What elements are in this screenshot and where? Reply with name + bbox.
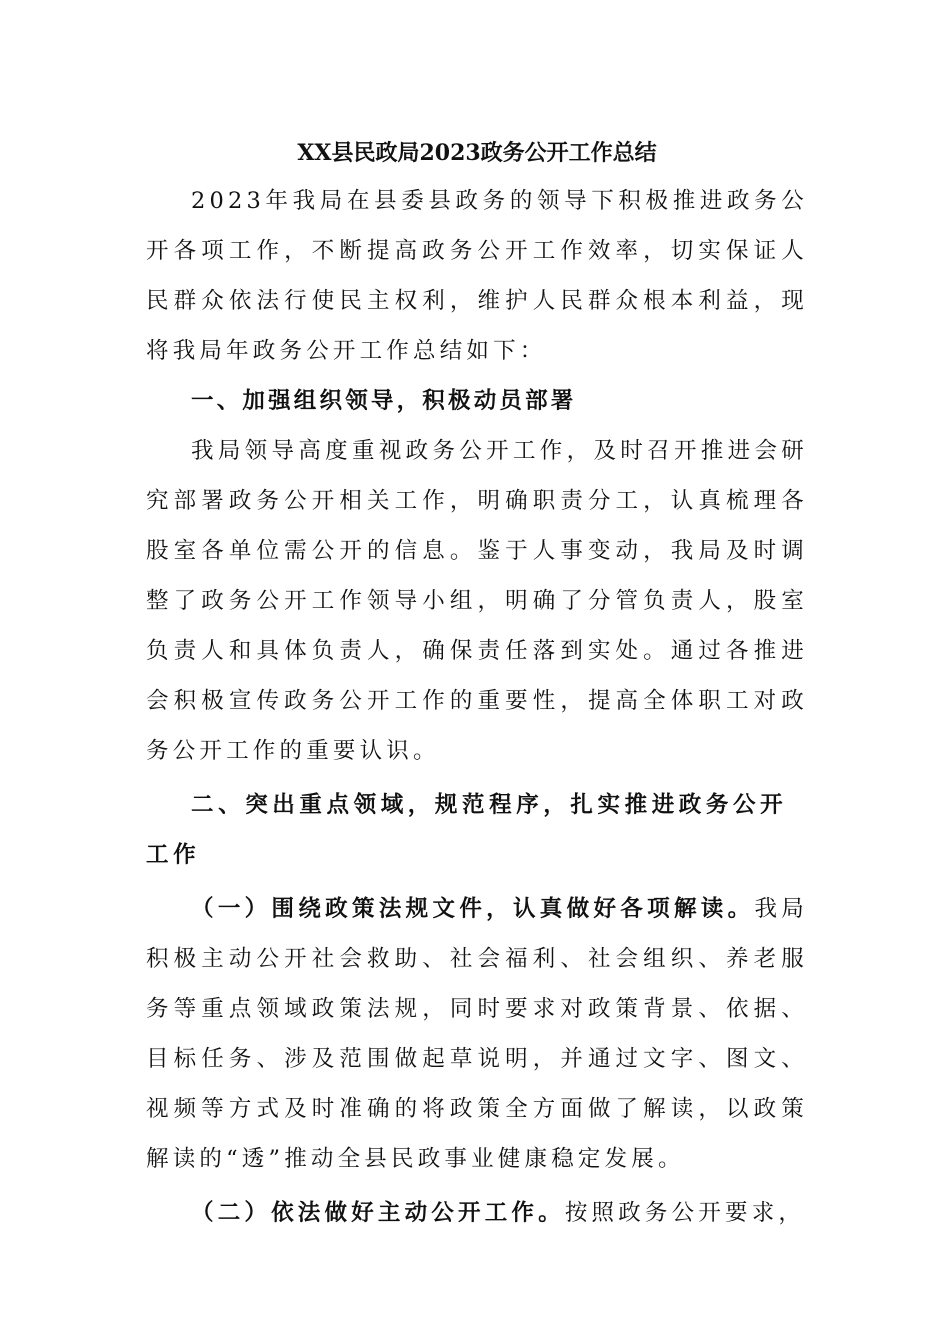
subsection-2-lead: （二）依法做好主动公开工作。 bbox=[191, 1200, 565, 1226]
section-2-heading: 二、突出重点领域，规范程序，扎实推进政务公开工作 bbox=[146, 792, 788, 868]
section-1-heading: 一、加强组织领导，积极动员部署 bbox=[191, 388, 577, 414]
subsection-2-body: 按照政务公开要求， bbox=[564, 1200, 806, 1226]
subsection-1-body: 我局积极主动公开社会救助、社会福利、社会组织、养老服务等重点领域政策法规，同时要求对政策背景、依据、目标任务、涉及范围做起草说明，并通过文字、图文、视频等方式及时准确的将政策全方面做了解读，以政策解读的“透”推动全县民政事业健康稳定发展。 bbox=[146, 896, 809, 1172]
subsection-1-paragraph bbox=[146, 884, 808, 1184]
document-title: XX县民政局2023政务公开工作总结 bbox=[297, 140, 657, 166]
subsection-1-lead: （一）围绕政策法规文件，认真做好各项解读。 bbox=[191, 896, 755, 922]
subsection-2-paragraph bbox=[146, 1188, 808, 1238]
intro-paragraph: 2023年我局在县委县政务的领导下积极推进政务公开各项工作，不断提高政务公开工作效率，切实保证人民群众依法行使民主权利，维护人民群众根本利益，现将我局年政务公开工作总结如下： bbox=[146, 188, 808, 364]
section-1-paragraph: 我局领导高度重视政务公开工作，及时召开推进会研究部署政务公开相关工作，明确职责分工，认真梳理各股室各单位需公开的信息。鉴于人事变动，我局及时调整了政务公开工作领导小组，明确了分管负责人，股室负责人和具体负责人，确保责任落到实处。通过各推进会积极宣传政务公开工作的重要性，提高全体职工对政务公开工作的重要认识。 bbox=[146, 438, 808, 764]
document-page bbox=[146, 130, 808, 1238]
